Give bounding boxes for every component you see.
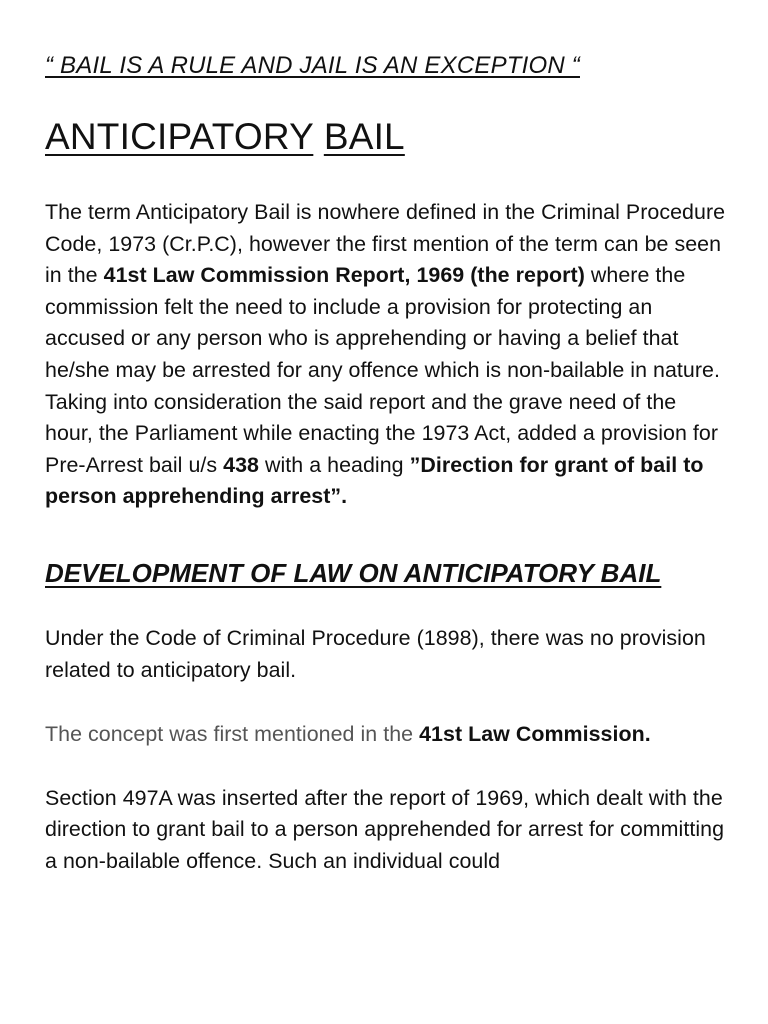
paragraph-concept	[45, 719, 728, 751]
paragraph-text: where the commission felt the need to include a provision for protecting an accused or any person who is apprehending or having a belief that he/she may be arrested for any offence which is non-bailable in nature. Taking into consideration the said report and the grave need of the hour, the Parliament while enacting the 1973 Act, added a provision for Pre-Arrest bail u/s	[45, 263, 720, 477]
title-word-bail: BAIL	[323, 116, 405, 157]
section-heading: DEVELOPMENT OF LAW ON ANTICIPATORY BAIL	[45, 557, 662, 588]
paragraph-section-497a: Section 497A was inserted after the report of 1969, which dealt with the direction to grant bail to a person apprehended for arrest for committing a non-bailable offence. Such an individual could	[45, 785, 725, 873]
paragraph-definition	[45, 197, 728, 513]
paragraph-text: The term Anticipatory Bail is nowhere defined in the Criminal Procedure Code, 1973 (Cr.P.C), however the first mention of the term can be seen in the	[45, 200, 726, 288]
page-title	[45, 112, 728, 162]
bold-section-number: 438	[223, 452, 259, 477]
bold-section-heading-quote: ”Direction for grant of bail to person apprehending arrest”.	[45, 452, 704, 509]
quote-heading: “ BAIL IS A RULE AND JAIL IS AN EXCEPTION “	[45, 52, 580, 79]
paragraph-code-1898: Under the Code of Criminal Procedure (1898), there was no provision related to anticipatory bail.	[45, 625, 706, 682]
title-word-anticipatory: ANTICIPATORY	[45, 116, 314, 157]
paragraph-text: The concept was first mentioned in the	[45, 722, 420, 747]
paragraph-text: with a heading	[258, 452, 410, 477]
bold-law-commission-report: 41st Law Commission Report, 1969 (the report)	[103, 263, 585, 288]
bold-law-commission: 41st Law Commission.	[419, 722, 651, 747]
